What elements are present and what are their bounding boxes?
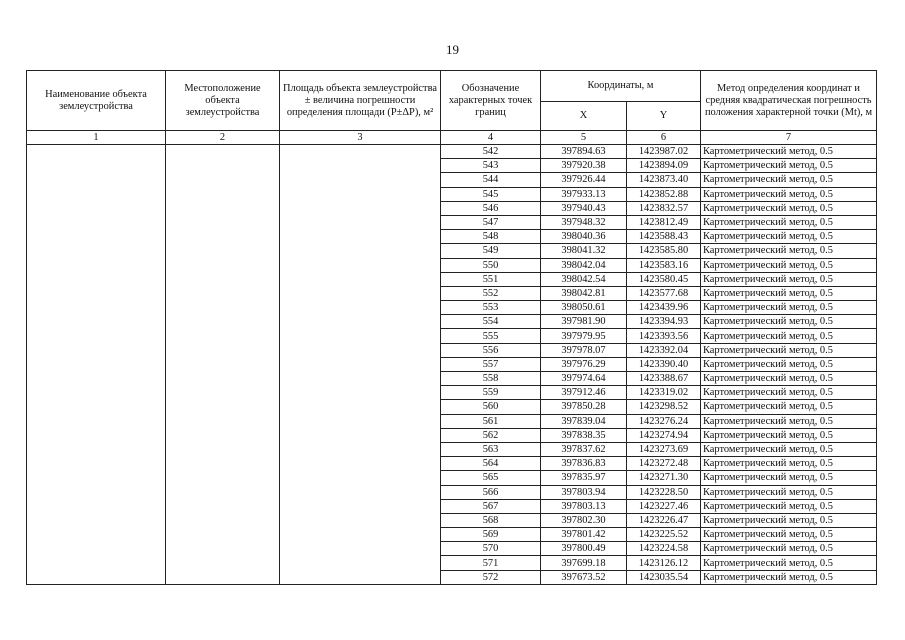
x-coordinate-cell: 397839.04 (541, 414, 627, 428)
y-coordinate-cell: 1423224.58 (627, 542, 701, 556)
y-coordinate-cell: 1423390.40 (627, 357, 701, 371)
y-coordinate-cell: 1423812.49 (627, 215, 701, 229)
point-number-cell: 552 (441, 286, 541, 300)
x-coordinate-cell: 397803.13 (541, 499, 627, 513)
point-number-cell: 544 (441, 173, 541, 187)
method-cell: Картометрический метод, 0.5 (701, 329, 877, 343)
y-coordinate-cell: 1423225.52 (627, 528, 701, 542)
x-coordinate-cell: 397699.18 (541, 556, 627, 570)
x-coordinate-cell: 397801.42 (541, 528, 627, 542)
column-number: 2 (166, 131, 280, 145)
y-coordinate-cell: 1423126.12 (627, 556, 701, 570)
y-coordinate-cell: 1423226.47 (627, 513, 701, 527)
method-cell: Картометрический метод, 0.5 (701, 343, 877, 357)
y-coordinate-cell: 1423271.30 (627, 471, 701, 485)
point-number-cell: 572 (441, 570, 541, 584)
coordinates-table (26, 70, 877, 585)
x-coordinate-cell: 397920.38 (541, 159, 627, 173)
x-coordinate-cell: 397926.44 (541, 173, 627, 187)
y-coordinate-cell: 1423394.93 (627, 315, 701, 329)
header-y: Y (627, 102, 701, 131)
x-coordinate-cell: 397802.30 (541, 513, 627, 527)
column-number: 5 (541, 131, 627, 145)
method-cell: Картометрический метод, 0.5 (701, 230, 877, 244)
page-number: 19 (446, 42, 459, 57)
x-coordinate-cell: 398041.32 (541, 244, 627, 258)
x-coordinate-cell: 397912.46 (541, 386, 627, 400)
x-coordinate-cell: 398040.36 (541, 230, 627, 244)
header-area: Площадь объекта землеустройства ± величина погрешности определения площади (P±ΔP), м² (280, 71, 441, 131)
point-number-cell: 560 (441, 400, 541, 414)
method-cell: Картометрический метод, 0.5 (701, 315, 877, 329)
method-cell: Картометрический метод, 0.5 (701, 357, 877, 371)
point-number-cell: 556 (441, 343, 541, 357)
point-number-cell: 555 (441, 329, 541, 343)
point-number-cell: 559 (441, 386, 541, 400)
method-cell: Картометрический метод, 0.5 (701, 442, 877, 456)
method-cell: Картометрический метод, 0.5 (701, 428, 877, 442)
y-coordinate-cell: 1423393.56 (627, 329, 701, 343)
x-coordinate-cell: 397835.97 (541, 471, 627, 485)
method-cell: Картометрический метод, 0.5 (701, 372, 877, 386)
method-cell: Картометрический метод, 0.5 (701, 215, 877, 229)
method-cell: Картометрический метод, 0.5 (701, 513, 877, 527)
x-coordinate-cell: 397981.90 (541, 315, 627, 329)
point-number-cell: 562 (441, 428, 541, 442)
x-coordinate-cell: 398042.54 (541, 272, 627, 286)
method-cell: Картометрический метод, 0.5 (701, 499, 877, 513)
point-number-cell: 549 (441, 244, 541, 258)
method-cell: Картометрический метод, 0.5 (701, 159, 877, 173)
method-cell: Картометрический метод, 0.5 (701, 471, 877, 485)
method-cell: Картометрический метод, 0.5 (701, 286, 877, 300)
x-coordinate-cell: 397803.94 (541, 485, 627, 499)
x-coordinate-cell: 397976.29 (541, 357, 627, 371)
header-method: Метод определения координат и средняя квадратическая погрешность положения характерной точки (Mt), м (701, 71, 877, 131)
x-coordinate-cell: 397894.63 (541, 145, 627, 159)
point-number-cell: 563 (441, 442, 541, 456)
point-number-cell: 561 (441, 414, 541, 428)
header-location: Местоположение объекта землеустройства (166, 71, 280, 131)
point-number-cell: 551 (441, 272, 541, 286)
x-coordinate-cell: 397948.32 (541, 215, 627, 229)
x-coordinate-cell: 397673.52 (541, 570, 627, 584)
point-number-cell: 548 (441, 230, 541, 244)
y-coordinate-cell: 1423228.50 (627, 485, 701, 499)
x-coordinate-cell: 397979.95 (541, 329, 627, 343)
point-number-cell: 565 (441, 471, 541, 485)
y-coordinate-cell: 1423439.96 (627, 301, 701, 315)
point-number-cell: 564 (441, 457, 541, 471)
point-number-cell: 570 (441, 542, 541, 556)
method-cell: Картометрический метод, 0.5 (701, 570, 877, 584)
column-number: 7 (701, 131, 877, 145)
location-cell (166, 145, 280, 585)
method-cell: Картометрический метод, 0.5 (701, 528, 877, 542)
y-coordinate-cell: 1423873.40 (627, 173, 701, 187)
object-name-cell (27, 145, 166, 585)
method-cell: Картометрический метод, 0.5 (701, 556, 877, 570)
column-number: 3 (280, 131, 441, 145)
point-number-cell: 543 (441, 159, 541, 173)
y-coordinate-cell: 1423987.02 (627, 145, 701, 159)
point-number-cell: 568 (441, 513, 541, 527)
point-number-cell: 553 (441, 301, 541, 315)
column-number: 6 (627, 131, 701, 145)
table-row (27, 145, 877, 159)
point-number-cell: 566 (441, 485, 541, 499)
area-cell (280, 145, 441, 585)
header-object-name: Наименование объекта землеустройства (27, 71, 166, 131)
column-number: 4 (441, 131, 541, 145)
point-number-cell: 567 (441, 499, 541, 513)
x-coordinate-cell: 397838.35 (541, 428, 627, 442)
column-number-row (27, 131, 877, 145)
method-cell: Картометрический метод, 0.5 (701, 386, 877, 400)
y-coordinate-cell: 1423298.52 (627, 400, 701, 414)
point-number-cell: 557 (441, 357, 541, 371)
y-coordinate-cell: 1423276.24 (627, 414, 701, 428)
x-coordinate-cell: 397978.07 (541, 343, 627, 357)
method-cell: Картометрический метод, 0.5 (701, 301, 877, 315)
y-coordinate-cell: 1423832.57 (627, 201, 701, 215)
x-coordinate-cell: 397850.28 (541, 400, 627, 414)
header-x: X (541, 102, 627, 131)
method-cell: Картометрический метод, 0.5 (701, 258, 877, 272)
method-cell: Картометрический метод, 0.5 (701, 272, 877, 286)
x-coordinate-cell: 398042.81 (541, 286, 627, 300)
method-cell: Картометрический метод, 0.5 (701, 145, 877, 159)
y-coordinate-cell: 1423588.43 (627, 230, 701, 244)
point-number-cell: 546 (441, 201, 541, 215)
y-coordinate-cell: 1423272.48 (627, 457, 701, 471)
y-coordinate-cell: 1423852.88 (627, 187, 701, 201)
x-coordinate-cell: 398042.04 (541, 258, 627, 272)
method-cell: Картометрический метод, 0.5 (701, 187, 877, 201)
method-cell: Картометрический метод, 0.5 (701, 542, 877, 556)
point-number-cell: 542 (441, 145, 541, 159)
y-coordinate-cell: 1423227.46 (627, 499, 701, 513)
y-coordinate-cell: 1423583.16 (627, 258, 701, 272)
point-number-cell: 571 (441, 556, 541, 570)
x-coordinate-cell: 397836.83 (541, 457, 627, 471)
table-body (27, 145, 877, 585)
x-coordinate-cell: 398050.61 (541, 301, 627, 315)
method-cell: Картометрический метод, 0.5 (701, 457, 877, 471)
point-number-cell: 554 (441, 315, 541, 329)
point-number-cell: 569 (441, 528, 541, 542)
method-cell: Картометрический метод, 0.5 (701, 244, 877, 258)
x-coordinate-cell: 397974.64 (541, 372, 627, 386)
y-coordinate-cell: 1423577.68 (627, 286, 701, 300)
point-number-cell: 547 (441, 215, 541, 229)
y-coordinate-cell: 1423274.94 (627, 428, 701, 442)
y-coordinate-cell: 1423273.69 (627, 442, 701, 456)
y-coordinate-cell: 1423585.80 (627, 244, 701, 258)
y-coordinate-cell: 1423035.54 (627, 570, 701, 584)
point-number-cell: 545 (441, 187, 541, 201)
y-coordinate-cell: 1423894.09 (627, 159, 701, 173)
y-coordinate-cell: 1423580.45 (627, 272, 701, 286)
y-coordinate-cell: 1423388.67 (627, 372, 701, 386)
header-coordinates: Координаты, м (541, 71, 701, 102)
column-number: 1 (27, 131, 166, 145)
x-coordinate-cell: 397837.62 (541, 442, 627, 456)
header-point-designation: Обозначение характерных точек границ (441, 71, 541, 131)
method-cell: Картометрический метод, 0.5 (701, 485, 877, 499)
method-cell: Картометрический метод, 0.5 (701, 173, 877, 187)
method-cell: Картометрический метод, 0.5 (701, 400, 877, 414)
y-coordinate-cell: 1423392.04 (627, 343, 701, 357)
method-cell: Картометрический метод, 0.5 (701, 414, 877, 428)
method-cell: Картометрический метод, 0.5 (701, 201, 877, 215)
point-number-cell: 558 (441, 372, 541, 386)
y-coordinate-cell: 1423319.02 (627, 386, 701, 400)
x-coordinate-cell: 397933.13 (541, 187, 627, 201)
x-coordinate-cell: 397800.49 (541, 542, 627, 556)
point-number-cell: 550 (441, 258, 541, 272)
x-coordinate-cell: 397940.43 (541, 201, 627, 215)
